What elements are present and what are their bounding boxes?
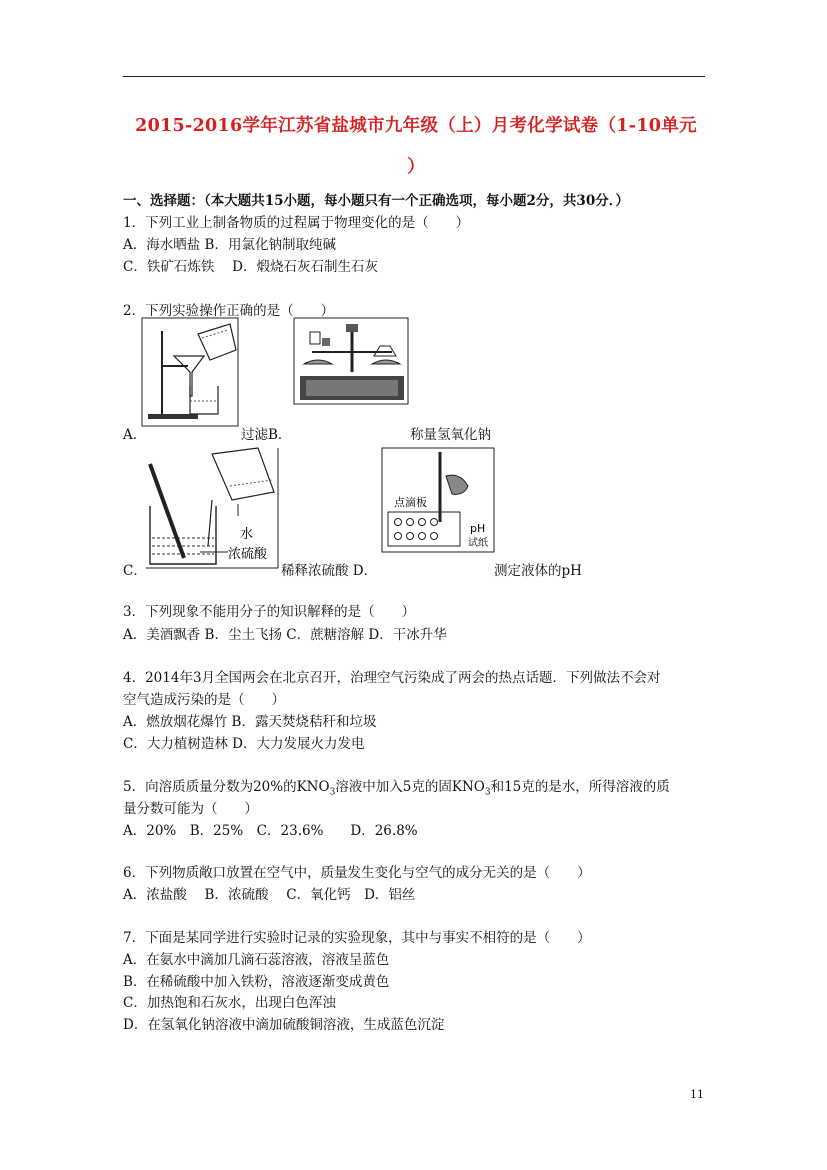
question-1-options-cd: C．铁矿石炼铁 D．煅烧石灰石制生石灰 xyxy=(123,259,378,275)
question-7-option-a: A．在氨水中滴加几滴石蕊溶液，溶液呈蓝色 xyxy=(123,952,390,968)
question-5-stem-line2: 量分数可能为（ ） xyxy=(123,801,258,817)
question-4-stem-line1: 4．2014年3月全国两会在北京召开，治理空气污染成了两会的热点话题．下列做法不会对 xyxy=(123,670,661,686)
exam-title: 2015-2016学年江苏省盐城市九年级（上）月考化学试卷（1-10单元 xyxy=(135,116,697,136)
question-7-stem: 7．下面是某同学进行实验时记录的实验现象，其中与事实不相符的是（ ） xyxy=(123,930,591,946)
ph-test-figure xyxy=(380,446,496,554)
test-paper-label: 试纸 xyxy=(468,538,488,549)
question-3-options: A．美酒飘香 B．尘土飞扬 C．蔗糖溶解 D．干冰升华 xyxy=(123,627,447,643)
question-7-option-c: C．加热饱和石灰水，出现白色浑浊 xyxy=(123,995,336,1011)
question-2-caption-c: 稀释浓硫酸 D． xyxy=(281,563,378,579)
question-4-stem-line2: 空气造成污染的是（ ） xyxy=(123,692,285,708)
spot-plate-label: 点滴板 xyxy=(394,496,427,509)
question-3-stem: 3．下列现象不能用分子的知识解释的是（ ） xyxy=(123,604,416,620)
acid-label: 浓硫酸 xyxy=(228,547,268,562)
question-6-stem: 6．下列物质敞口放置在空气中，质量发生变化与空气的成分无关的是（ ） xyxy=(123,865,591,881)
question-2-caption-b: 称量氢氧化钠 xyxy=(410,427,491,443)
section-heading: 一、选择题：（本大题共15小题，每小题只有一个正确选项，每小题2分，共30分．） xyxy=(123,193,629,209)
question-2-label-a: A． xyxy=(123,427,147,443)
question-2-label-c: C． xyxy=(123,563,147,579)
question-7-option-b: B．在稀硫酸中加入铁粉，溶液逐渐变成黄色 xyxy=(123,974,390,990)
question-5-options: A．20% B．25% C．23.6% D．26.8% xyxy=(123,823,418,839)
question-4-options-ab: A．燃放烟花爆竹 B．露天焚烧秸秆和垃圾 xyxy=(123,714,377,730)
header-rule xyxy=(123,76,705,77)
question-1-stem: 1．下列工业上制备物质的过程属于物理变化的是（ ） xyxy=(123,215,470,231)
question-1-options-ab: A．海水晒盐 B．用氯化钠制取纯碱 xyxy=(123,237,336,253)
water-label: 水 xyxy=(240,527,254,542)
ph-label: pH xyxy=(470,522,486,535)
filtration-figure xyxy=(140,316,240,428)
balance-figure xyxy=(292,316,412,406)
question-2-caption-a: 过滤B． xyxy=(241,427,292,443)
question-2-caption-d: 测定液体的pH xyxy=(494,563,582,579)
page-number: 11 xyxy=(690,1088,704,1101)
dilution-figure xyxy=(140,446,282,570)
question-6-options: A．浓盐酸 B．浓硫酸 C．氧化钙 D．铝丝 xyxy=(123,887,416,903)
question-5-stem-line1: 5．向溶质质量分数为20%的$KNO_3$溶液中加入5克的固$KNO_3$和15克的是水，所得溶液的质 xyxy=(123,779,670,798)
question-4-options-cd: C．大力植树造林 D．大力发展火力发电 xyxy=(123,736,365,752)
exam-title-continued: ） xyxy=(407,157,425,177)
question-2-stem: 2．下列实验操作正确的是（ ） xyxy=(123,303,335,319)
question-7-option-d: D．在氢氧化钠溶液中滴加硫酸铜溶液，生成蓝色沉淀 xyxy=(123,1017,445,1033)
